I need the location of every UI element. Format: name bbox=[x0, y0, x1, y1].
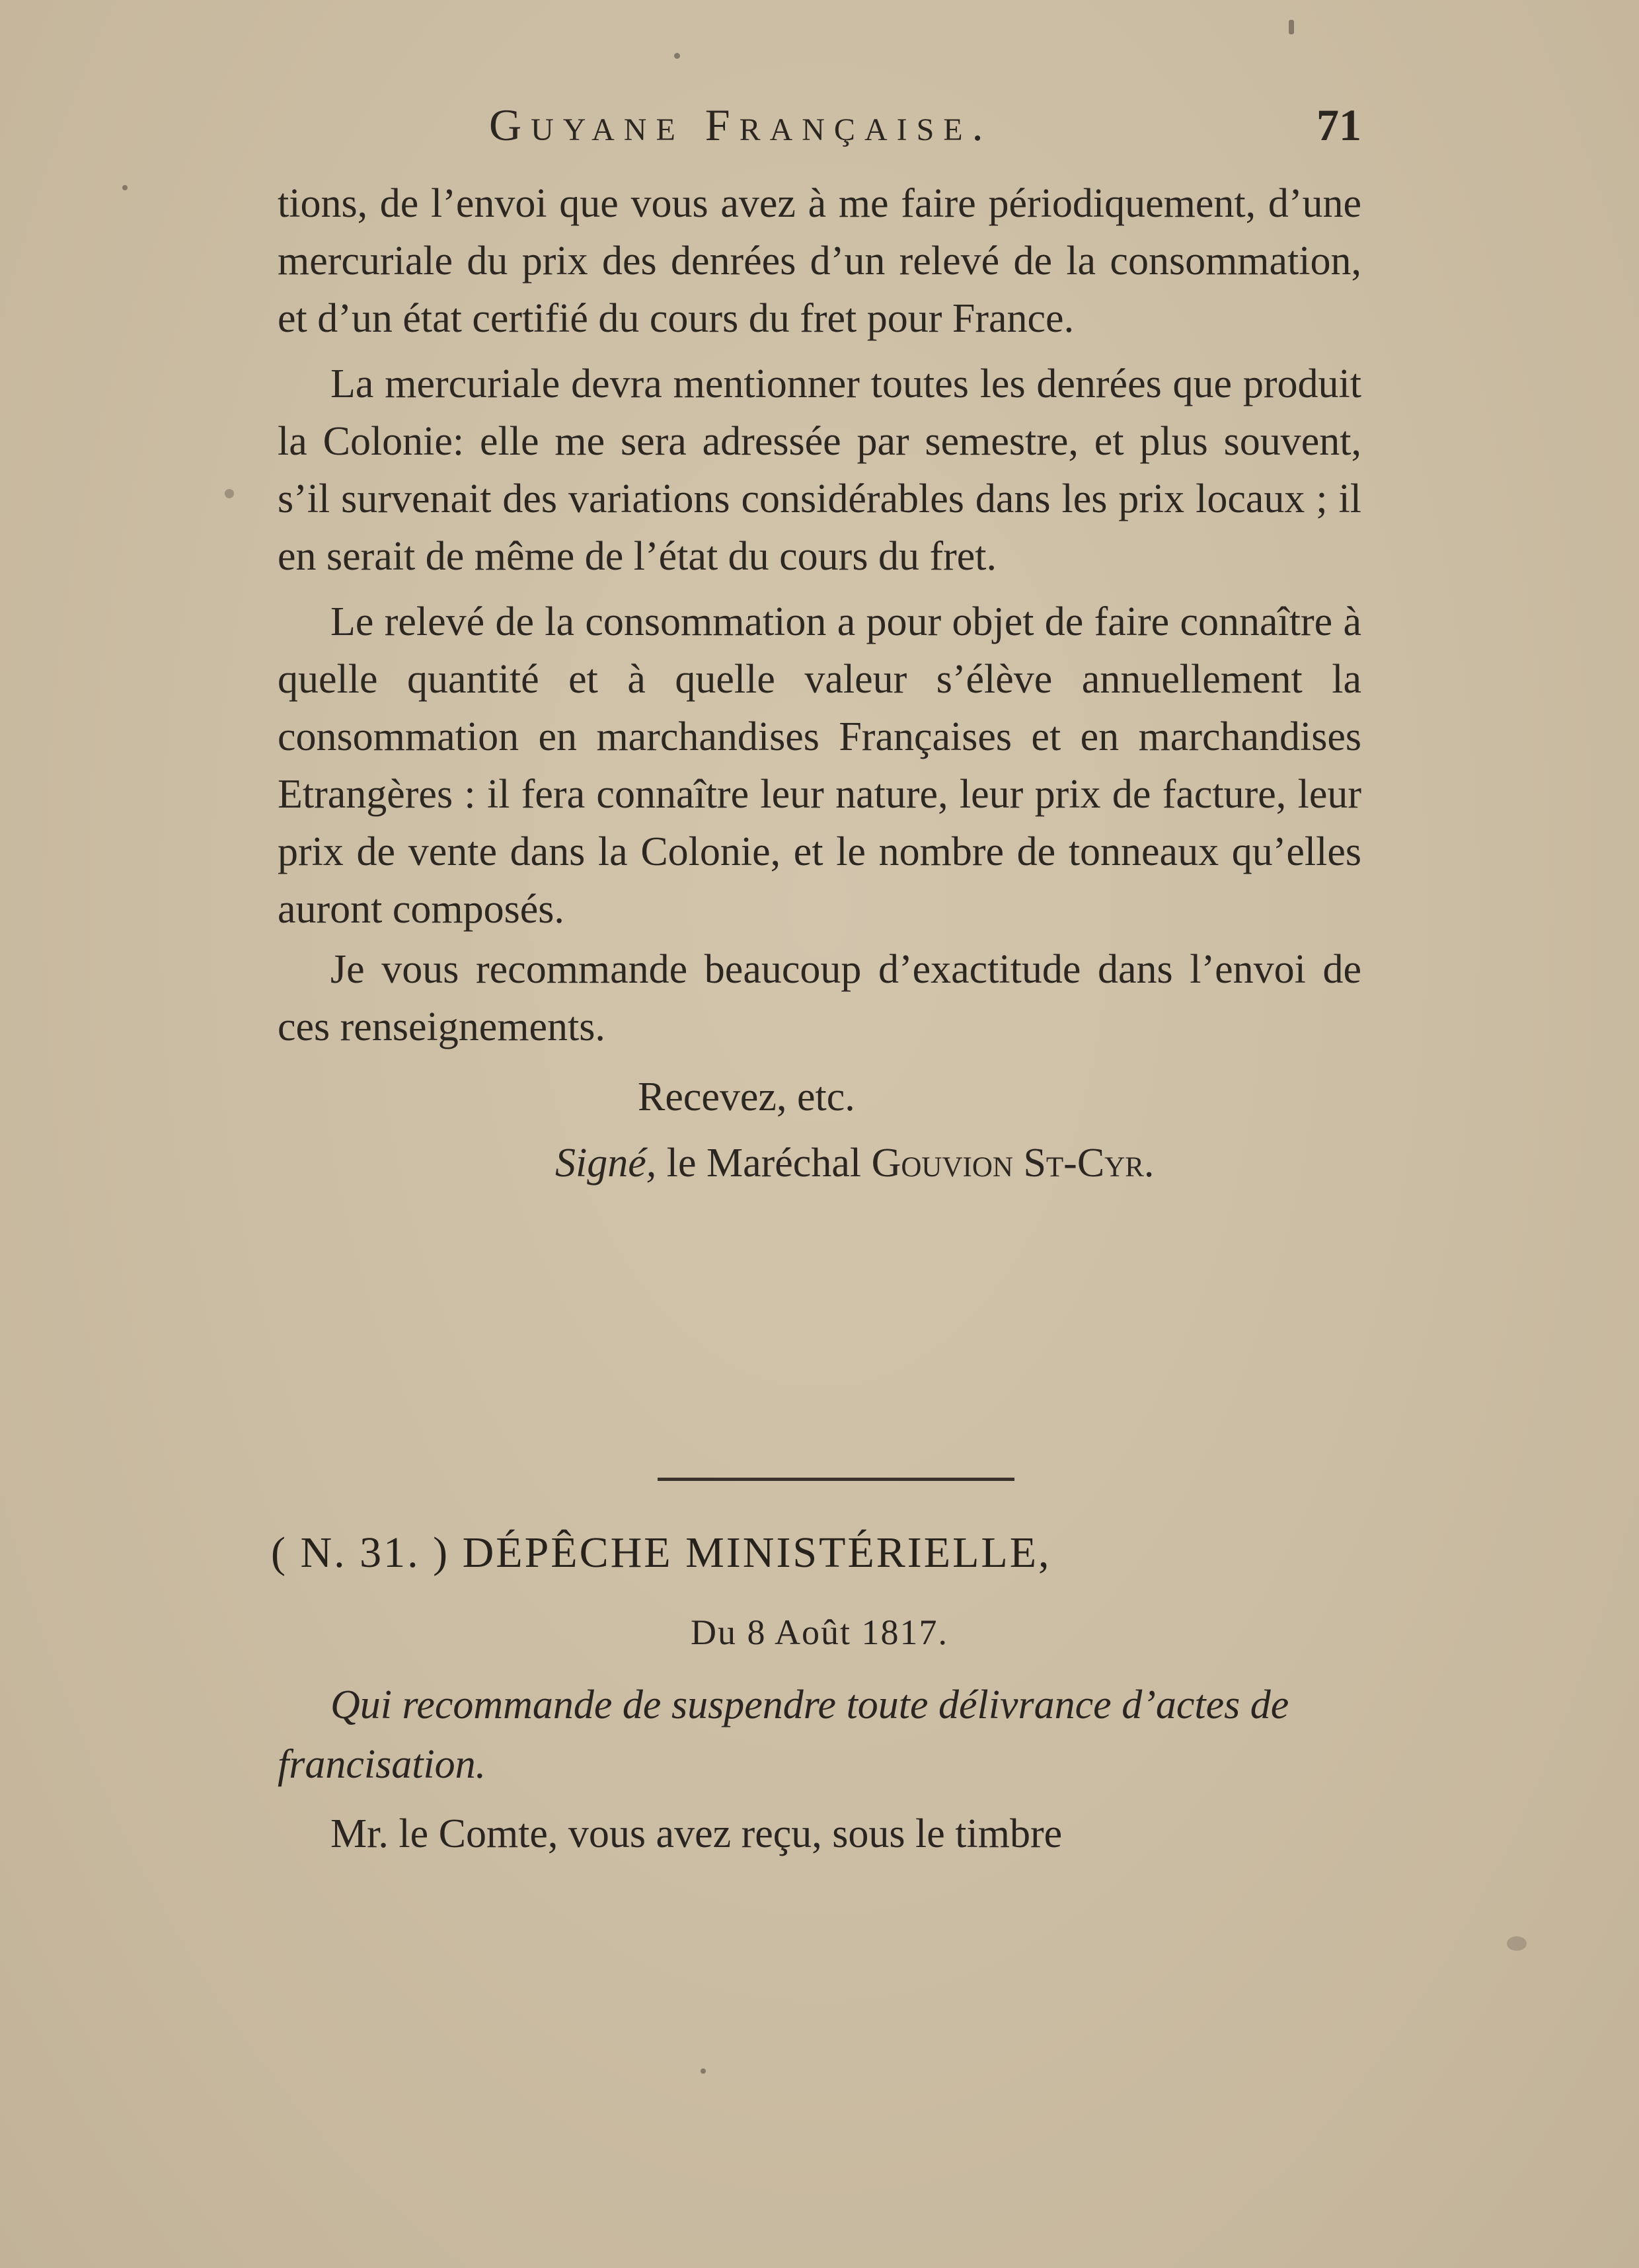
paper-speck bbox=[1289, 20, 1294, 34]
paragraph-recommandation: Je vous recommande beaucoup d’exactitude dans l’envoi de ces renseignements. bbox=[278, 947, 1361, 1049]
paper-speck bbox=[674, 53, 680, 59]
signed-word: Signé, bbox=[555, 1141, 657, 1186]
signature-line bbox=[278, 1130, 1361, 1196]
closing-salutation: Recevez, etc. bbox=[638, 1075, 855, 1119]
paragraph-continuation: tions, de l’envoi que vous avez à me faire périodiquement, d’une mercuriale du prix des denrées d’un relevé de la consommation, et d’un état certifié du cours du fret pour France. bbox=[278, 181, 1361, 341]
paragraph-consommation: Le relevé de la consommation a pour objet de faire connaître à quelle quantité et à quelle valeur s’élève annuellement la consommation en marchandises Françaises et en marchandises Etrangères : il fera connaître leur nature, leur prix de facture, leur prix de vente dans la Colonie, et le nombre de tonneaux qu’elles auront composés. bbox=[278, 599, 1361, 932]
section-summary: Qui recommande de suspendre toute délivrance d’actes de francisation. bbox=[278, 1682, 1289, 1787]
paper-speck bbox=[225, 489, 234, 498]
paper-speck bbox=[1507, 1936, 1527, 1951]
running-title: Guyane Française. bbox=[489, 100, 993, 150]
letter-opening-line: Mr. le Comte, vous avez reçu, sous le timbre bbox=[330, 1811, 1063, 1856]
section-divider bbox=[658, 1478, 1014, 1481]
section-heading: ( N. 31. ) DÉPÊCHE MINISTÉRIELLE, bbox=[271, 1529, 1051, 1577]
signature-title: le Maréchal bbox=[666, 1141, 862, 1186]
section-date: Du 8 Août 1817. bbox=[690, 1612, 949, 1652]
letter-body bbox=[278, 175, 1361, 1196]
paper-speck bbox=[122, 185, 128, 190]
page-header bbox=[278, 99, 1361, 159]
paper-speck bbox=[701, 2068, 706, 2074]
paragraph-mercuriale: La mercuriale devra mentionner toutes les denrées que produit la Colonie: elle me sera adressée par semestre, et plus souvent, s’il survenait des variations considérables dans les prix locaux ; il en serait de même de l’état du cours du fret. bbox=[278, 361, 1361, 579]
page-number: 71 bbox=[1316, 100, 1361, 150]
signature-name: Gouvion St-Cyr. bbox=[871, 1141, 1155, 1186]
